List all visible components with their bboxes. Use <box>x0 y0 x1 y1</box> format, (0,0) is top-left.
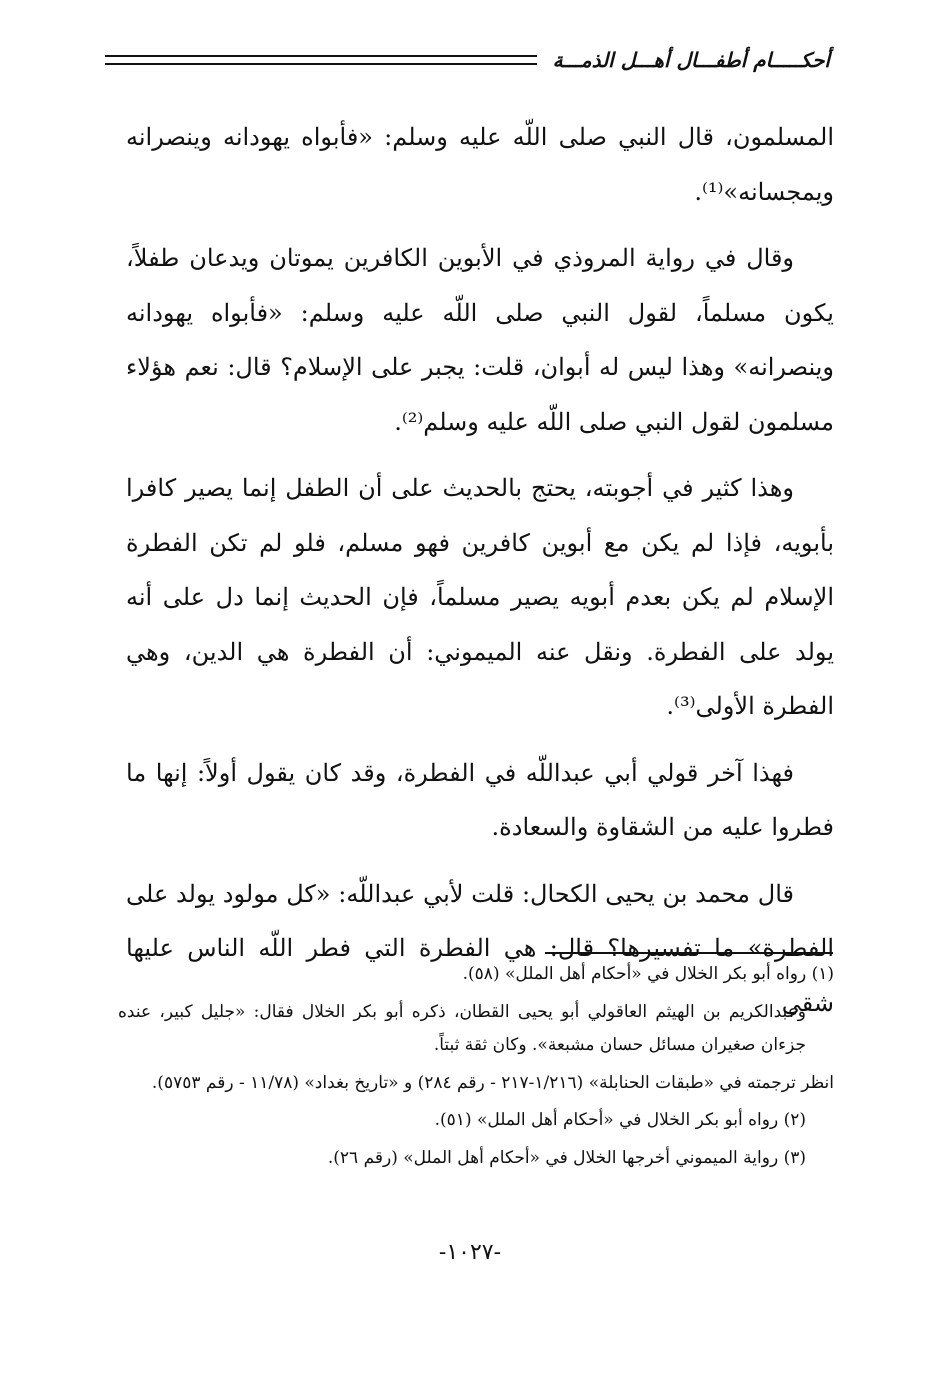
footnote: (٣) رواية الميموني أخرجها الخلال في «أحكام أهل الملل» (رقم ٢٦). <box>327 1147 806 1168</box>
header-title: أحكـــــام أطفـــال أهـــل الذمـــة <box>552 48 830 72</box>
footnote: (١) رواه أبو بكر الخلال في «أحكام أهل الملل» (٥٨). <box>462 964 834 984</box>
footnote: وعبدالكريم بن الهيثم العاقولي أبو يحيى القطان، ذكره أبو بكر الخلال فقال: «جليل كبير، عنده جزءان صغيران مسائل حسان مشبعة». وكان ثقة ثبتاً. <box>118 1001 806 1055</box>
paragraph: المسلمون، قال النبي صلى اللّه عليه وسلم: «فأبواه يهودانه وينصرانه ويمجسانه»⁽¹⁾. <box>126 123 834 206</box>
paragraph: وقال في رواية المروذي في الأبوين الكافرين يموتان ويدعان طفلاً، يكون مسلماً، لقول النبي صلى اللّه عليه وسلم: «فأبواه يهودانه وينصرانه» وهذا ليس له أبوان، قلت: يجبر على الإسلام؟ قال: نعم هؤلاء مسلمون لقول النبي صلى اللّه عليه وسلم⁽²⁾. <box>126 244 834 436</box>
header-rule <box>105 55 537 65</box>
paragraph: وهذا كثير في أجوبته، يحتج بالحديث على أن الطفل إنما يصير كافرا بأبويه، فإذا لم يكن مع أبوين كافرين فهو مسلم، فلو لم تكن الفطرة الإسلام لم يكن بعدم أبويه يصير مسلماً، فإن الحديث إنما دل على أنه يولد على الفطرة. ونقل عنه الميموني: أن الفطرة هي الدين، وهي الفطرة الأولى⁽³⁾. <box>126 474 834 720</box>
footnote: انظر ترجمته في «طبقات الحنابلة» (١/٢١٦-٢١٧ - رقم ٢٨٤) و «تاريخ بغداد» (١١/٧٨ - رقم ٥٧٥٣). <box>151 1072 834 1093</box>
main-text <box>126 110 834 1042</box>
paragraph: فهذا آخر قولي أبي عبداللّه في الفطرة، وقد كان يقول أولاً: إنها ما فطروا عليه من الشقاوة والسعادة. <box>126 758 834 841</box>
running-header <box>105 40 830 80</box>
footnote: (٢) رواه أبو بكر الخلال في «أحكام أهل الملل» (٥١). <box>434 1110 806 1130</box>
paragraph: قال محمد بن يحيى الكحال: قلت لأبي عبداللّه: «كل مولود يولد على الفطرة» ما تفسيرها؟ قال: هي الفطرة التي فطر اللّه الناس عليها شقي <box>126 879 834 1017</box>
footnote-separator <box>545 952 833 954</box>
footnotes <box>118 958 834 1179</box>
page-number: -١٠٢٧- <box>438 1240 502 1265</box>
